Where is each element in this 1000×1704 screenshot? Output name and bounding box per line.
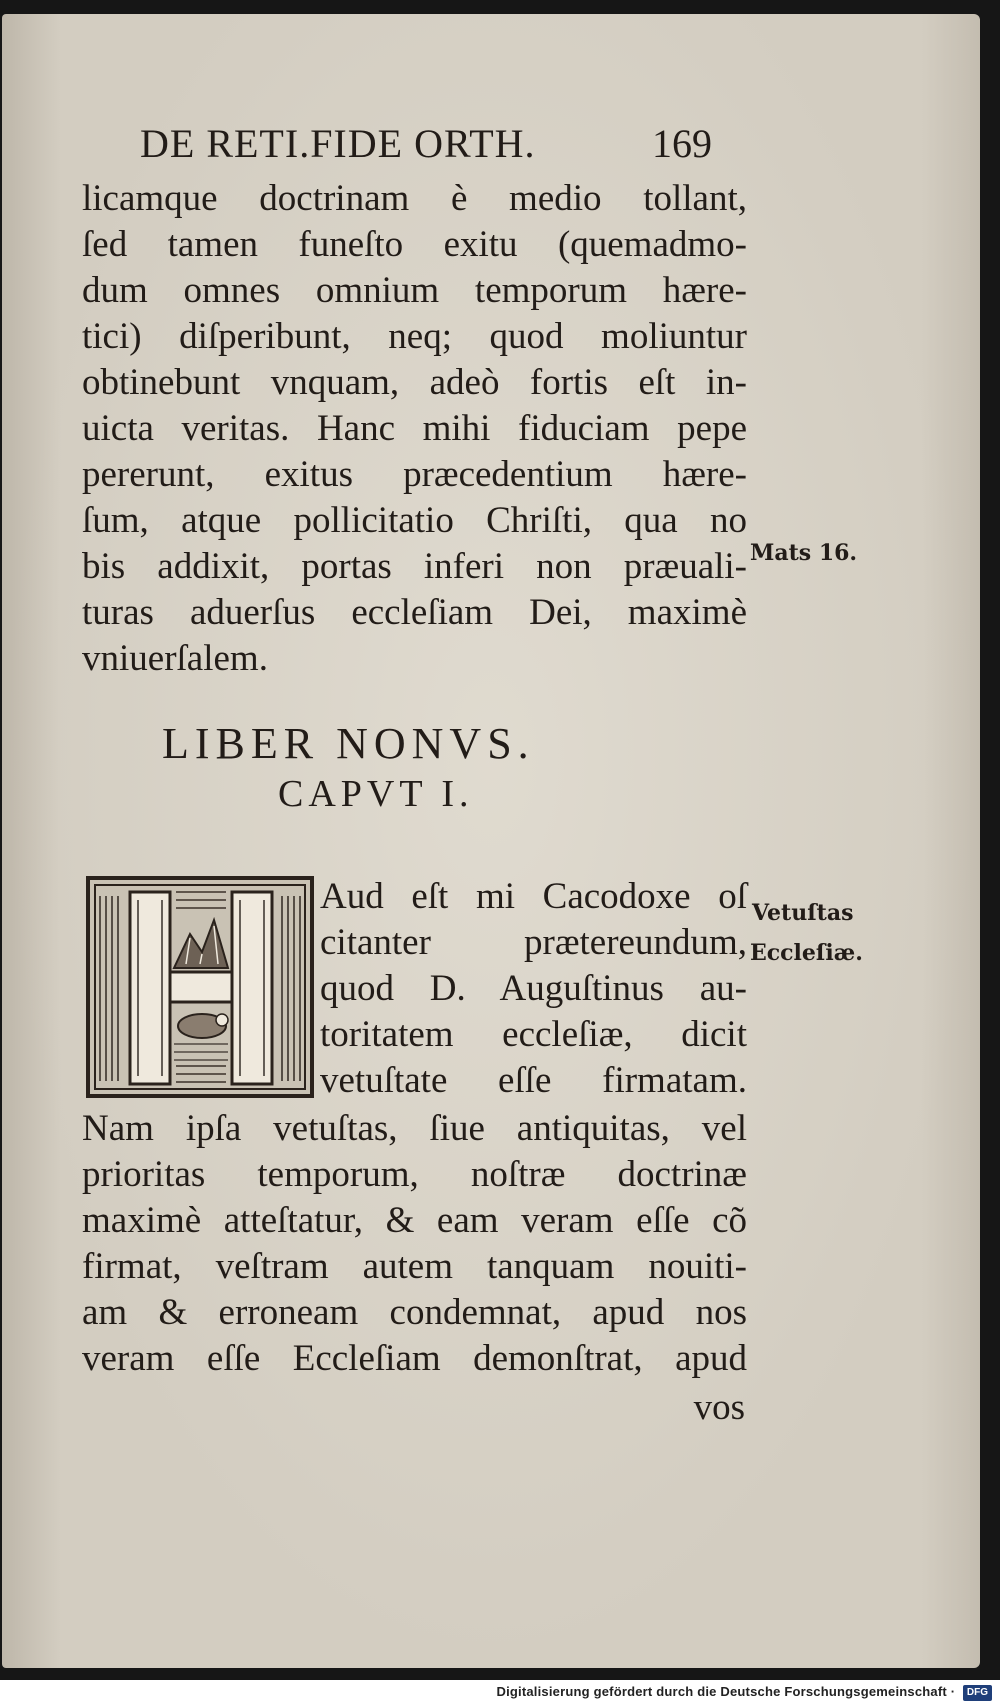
body-line: tici) diſperibunt, neq; quod moliuntur [82, 316, 747, 357]
body-line: pererunt, exitus præcedentium hære- [82, 454, 747, 495]
decorated-initial-h [86, 876, 314, 1098]
margin-note-matthew: Mats 16. [750, 540, 858, 566]
initial-line: quod D. Auguſtinus au- [320, 968, 747, 1009]
body-line: veram eſſe Eccleſiam demonſtrat, apud [82, 1338, 747, 1379]
funding-credit: Digitalisierung gefördert durch die Deutsche Forschungsgemeinschaft · [496, 1684, 956, 1699]
body-line: prioritas temporum, noſtræ doctrinæ [82, 1154, 747, 1195]
body-line: bis addixit, portas inferi non præuali- [82, 546, 747, 587]
dfg-logo: DFG [963, 1685, 992, 1701]
body-line: turas aduerſus eccleſiam Dei, maximè [82, 592, 747, 633]
body-line: vniuerſalem. [82, 638, 268, 679]
catchword: vos [693, 1387, 745, 1428]
initial-line: toritatem eccleſiæ, dicit [320, 1014, 747, 1055]
body-line: dum omnes omnium temporum hære- [82, 270, 747, 311]
initial-line: citanter prætereundum, [320, 922, 747, 963]
body-line: maximè atteſtatur, & eam veram eſſe cõ [82, 1200, 747, 1241]
body-line: ſum, atque pollicitatio Chriſti, qua no [82, 500, 747, 541]
book-heading: LIBER NONVS. [162, 719, 535, 768]
body-line: licamque doctrinam è medio tollant, [82, 178, 747, 219]
chapter-heading: CAPVT I. [278, 773, 474, 815]
running-head: DE RETI.FIDE ORTH. [140, 121, 536, 166]
body-line: firmat, veſtram autem tanquam nouiti- [82, 1246, 747, 1287]
digitization-footer [0, 1680, 1000, 1704]
body-line: am & erroneam condemnat, apud nos [82, 1292, 747, 1333]
body-line: obtinebunt vnquam, adeò fortis eſt in- [82, 362, 747, 403]
margin-note-vetustas: Vetuſtas [752, 900, 854, 926]
body-line: Nam ipſa vetuſtas, ſiue antiquitas, vel [82, 1108, 747, 1149]
page-number: 169 [652, 121, 712, 166]
margin-note-ecclesiae: Eccleſiæ. [750, 940, 863, 966]
initial-line: Aud eſt mi Cacodoxe oſ [320, 876, 747, 917]
initial-line: vetuſtate eſſe firmatam. [320, 1060, 747, 1101]
body-line: uicta veritas. Hanc mihi fiduciam pepe [82, 408, 747, 449]
body-line: ſed tamen funeſto exitu (quemadmo- [82, 224, 747, 265]
